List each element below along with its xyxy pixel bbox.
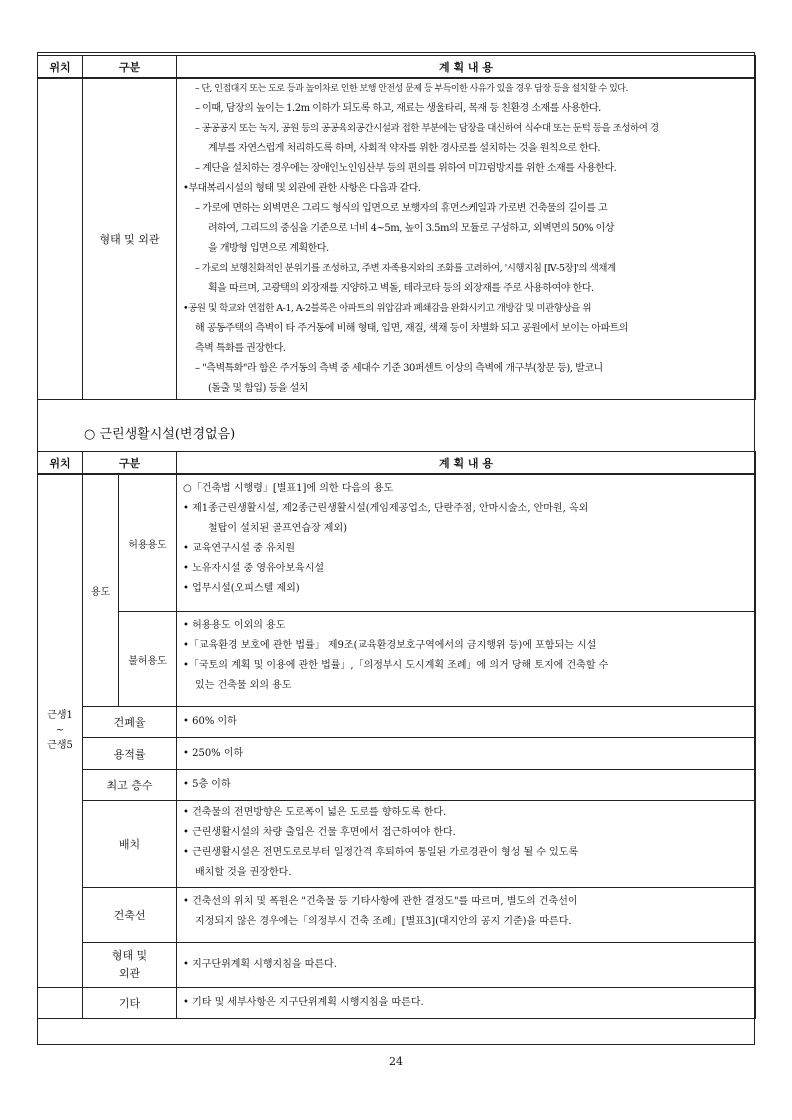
text-line: • 제1종근린생활시설, 제2종근린생활시설(게임제공업소, 단란주점, 안마시술소, 안마원, 옥외 [183, 503, 589, 514]
text-line: • 교육연구시설 중 유치원 [183, 543, 296, 554]
text-line: •공원 및 학교와 연접한 A-1, A-2블록은 아파트의 위압감과 폐쇄감을 완화시키고 개방감 및 미관향상을 위 [183, 303, 592, 314]
header-category: 구분 [83, 452, 177, 475]
form-value: • 지구단위계획 시행지침을 따른다. [177, 943, 756, 988]
text-line: – 가로의 보행친화적인 분위기를 조성하고, 주변 자족용지와의 조화를 고려하여, '시행지침 [Ⅳ-5장]'의 색채계 [195, 263, 616, 274]
section-title: ○ 근린생활시설(변경없음) [84, 427, 236, 442]
text-line: (돌출 및 함입) 등을 설치 [208, 383, 308, 394]
etc-label: 기타 [83, 988, 177, 1019]
location-tilde: ~ [55, 725, 65, 736]
prohibited-use-content [177, 612, 756, 707]
text-line: • 노유자시설 중 영유아보육시설 [183, 563, 325, 574]
text-line: 측벽 특화를 권장한다. [195, 343, 286, 354]
floors-value: • 5층 이하 [177, 770, 756, 801]
page-number: 24 [389, 1055, 403, 1068]
header-category: 구분 [83, 56, 177, 79]
content-form [177, 78, 756, 400]
form-label [83, 943, 177, 988]
text-line: 려하여, 그리드의 중심을 기준으로 너비 4~5m, 높이 3.5m의 모듈로 구성하고, 외벽면의 50% 이상 [208, 223, 614, 234]
location-end: 근생5 [47, 740, 73, 751]
text-line: – 가로에 면하는 외벽면은 그리드 형식의 입면으로 보행자의 휴먼스케일과 가로변 건축물의 길이를 고 [195, 203, 608, 214]
text-line: – 단, 인접대지 또는 도로 등과 높이차로 인한 보행 안전성 문제 등 부득이한 사유가 있을 경우 담장 등을 설치할 수 있다. [195, 84, 628, 94]
text-line: 있는 건축물 외의 용도 [195, 680, 292, 691]
location-range [38, 474, 83, 988]
text-line: • 건축선의 위치 및 폭원은 "건축물 등 기타사항에 관한 결정도"를 따르며, 별도의 건축선이 [183, 896, 578, 907]
location-start: 근생1 [47, 710, 73, 721]
text-line: 지정되지 않은 경우에는「의정부시 건축 조례」[별표3](대지안의 공지 기준)을 따른다. [195, 916, 572, 927]
text-line: • 근린생활시설은 전면도로로부터 일정간격 후퇴하여 통일된 가로경관이 형성 될 수 있도록 [183, 847, 579, 858]
form-label-line2: 외관 [118, 967, 141, 980]
far-value: • 250% 이하 [177, 738, 756, 770]
text-line: 철탑이 설치된 골프연습장 제외) [208, 523, 348, 534]
text-line: – 공공공지 또는 녹지, 공원 등의 공공육외공간시설과 접한 부분에는 담장을 대신하여 식수대 또는 둔턱 등을 조성하여 경 [195, 123, 659, 134]
text-line: ○「건축법 시행령」[별표1]에 의한 다음의 용도 [183, 483, 394, 494]
header-content: 계 획 내 용 [177, 56, 756, 79]
coverage-label: 건폐율 [83, 707, 177, 738]
prohibited-use-label: 불허용도 [119, 612, 177, 707]
plan-table-2 [37, 451, 756, 1019]
text-line: • 업무시설(오피스텔 제외) [183, 583, 300, 594]
text-line: 배치할 것을 권장한다. [195, 867, 292, 878]
etc-value: • 기타 및 세부사항은 지구단위계획 시행지침을 따른다. [177, 988, 756, 1019]
text-line: •「국토의 계획 및 이용에 관한 법률」,「의정부시 도시계획 조례」에 의거 당해 토지에 건축할 수 [183, 660, 609, 671]
layout-content [177, 801, 756, 888]
location-cell [38, 78, 83, 400]
header-content: 계 획 내 용 [177, 452, 756, 475]
layout-label: 배치 [83, 801, 177, 888]
text-line: •부대복리시설의 형태 및 외관에 관한 사항은 다음과 같다. [183, 183, 421, 194]
plan-table-1 [37, 55, 756, 400]
header-location: 위치 [38, 452, 83, 475]
coverage-value: • 60% 이하 [177, 707, 756, 738]
form-label-line1: 형태 및 [111, 949, 148, 962]
etc-location-cell [38, 988, 83, 1019]
text-line: • 근린생활시설의 차량 출입은 건물 후면에서 접근하여야 한다. [183, 827, 456, 838]
text-line: 해 공동주택의 측벽이 타 주거동에 비해 형태, 입면, 재질, 색채 등이 차별화 되고 공원에서 보이는 아파트의 [195, 323, 628, 334]
setback-content [177, 888, 756, 943]
text-line: – 이때, 담장의 높이는 1.2m 이하가 되도록 하고, 재료는 생울타리, 목재 등 친환경 소재를 사용한다. [195, 103, 601, 114]
text-line: •「교육환경 보호에 관한 법률」 제9조(교육환경보호구역에서의 금지행위 등)에 포함되는 시설 [183, 640, 597, 651]
text-line: 계부를 자연스럽게 처리하도록 하며, 사회적 약자를 위한 경사로를 설치하는 것을 원칙으로 한다. [208, 143, 601, 154]
use-label: 용도 [83, 474, 119, 707]
text-line: – "측벽특화"라 함은 주거동의 측벽 중 세대수 기준 30퍼센트 이상의 측벽에 개구부(창문 등), 발코니 [195, 363, 603, 374]
text-line: – 계단을 설치하는 경우에는 장애인노인임산부 등의 편의를 위하여 미끄럼방지를 위한 소재를 사용한다. [195, 163, 617, 174]
text-line: • 건축물의 전면방향은 도로폭이 넓은 도로를 향하도록 한다. [183, 807, 447, 818]
floors-label: 최고 층수 [83, 770, 177, 801]
header-location: 위치 [38, 56, 83, 79]
text-line: 을 개방형 입면으로 계획한다. [208, 243, 329, 254]
setback-label: 건축선 [83, 888, 177, 943]
text-line: • 허용용도 이외의 용도 [183, 620, 286, 631]
category-form: 형태 및 외관 [83, 78, 177, 400]
allowed-use-label: 허용용도 [119, 474, 177, 612]
far-label: 용적률 [83, 738, 177, 770]
text-line: 획을 따르며, 고광택의 외장재를 지양하고 벽돌, 테라코타 등의 외장재를 주로 사용하여야 한다. [208, 283, 594, 294]
allowed-use-content [177, 474, 756, 612]
